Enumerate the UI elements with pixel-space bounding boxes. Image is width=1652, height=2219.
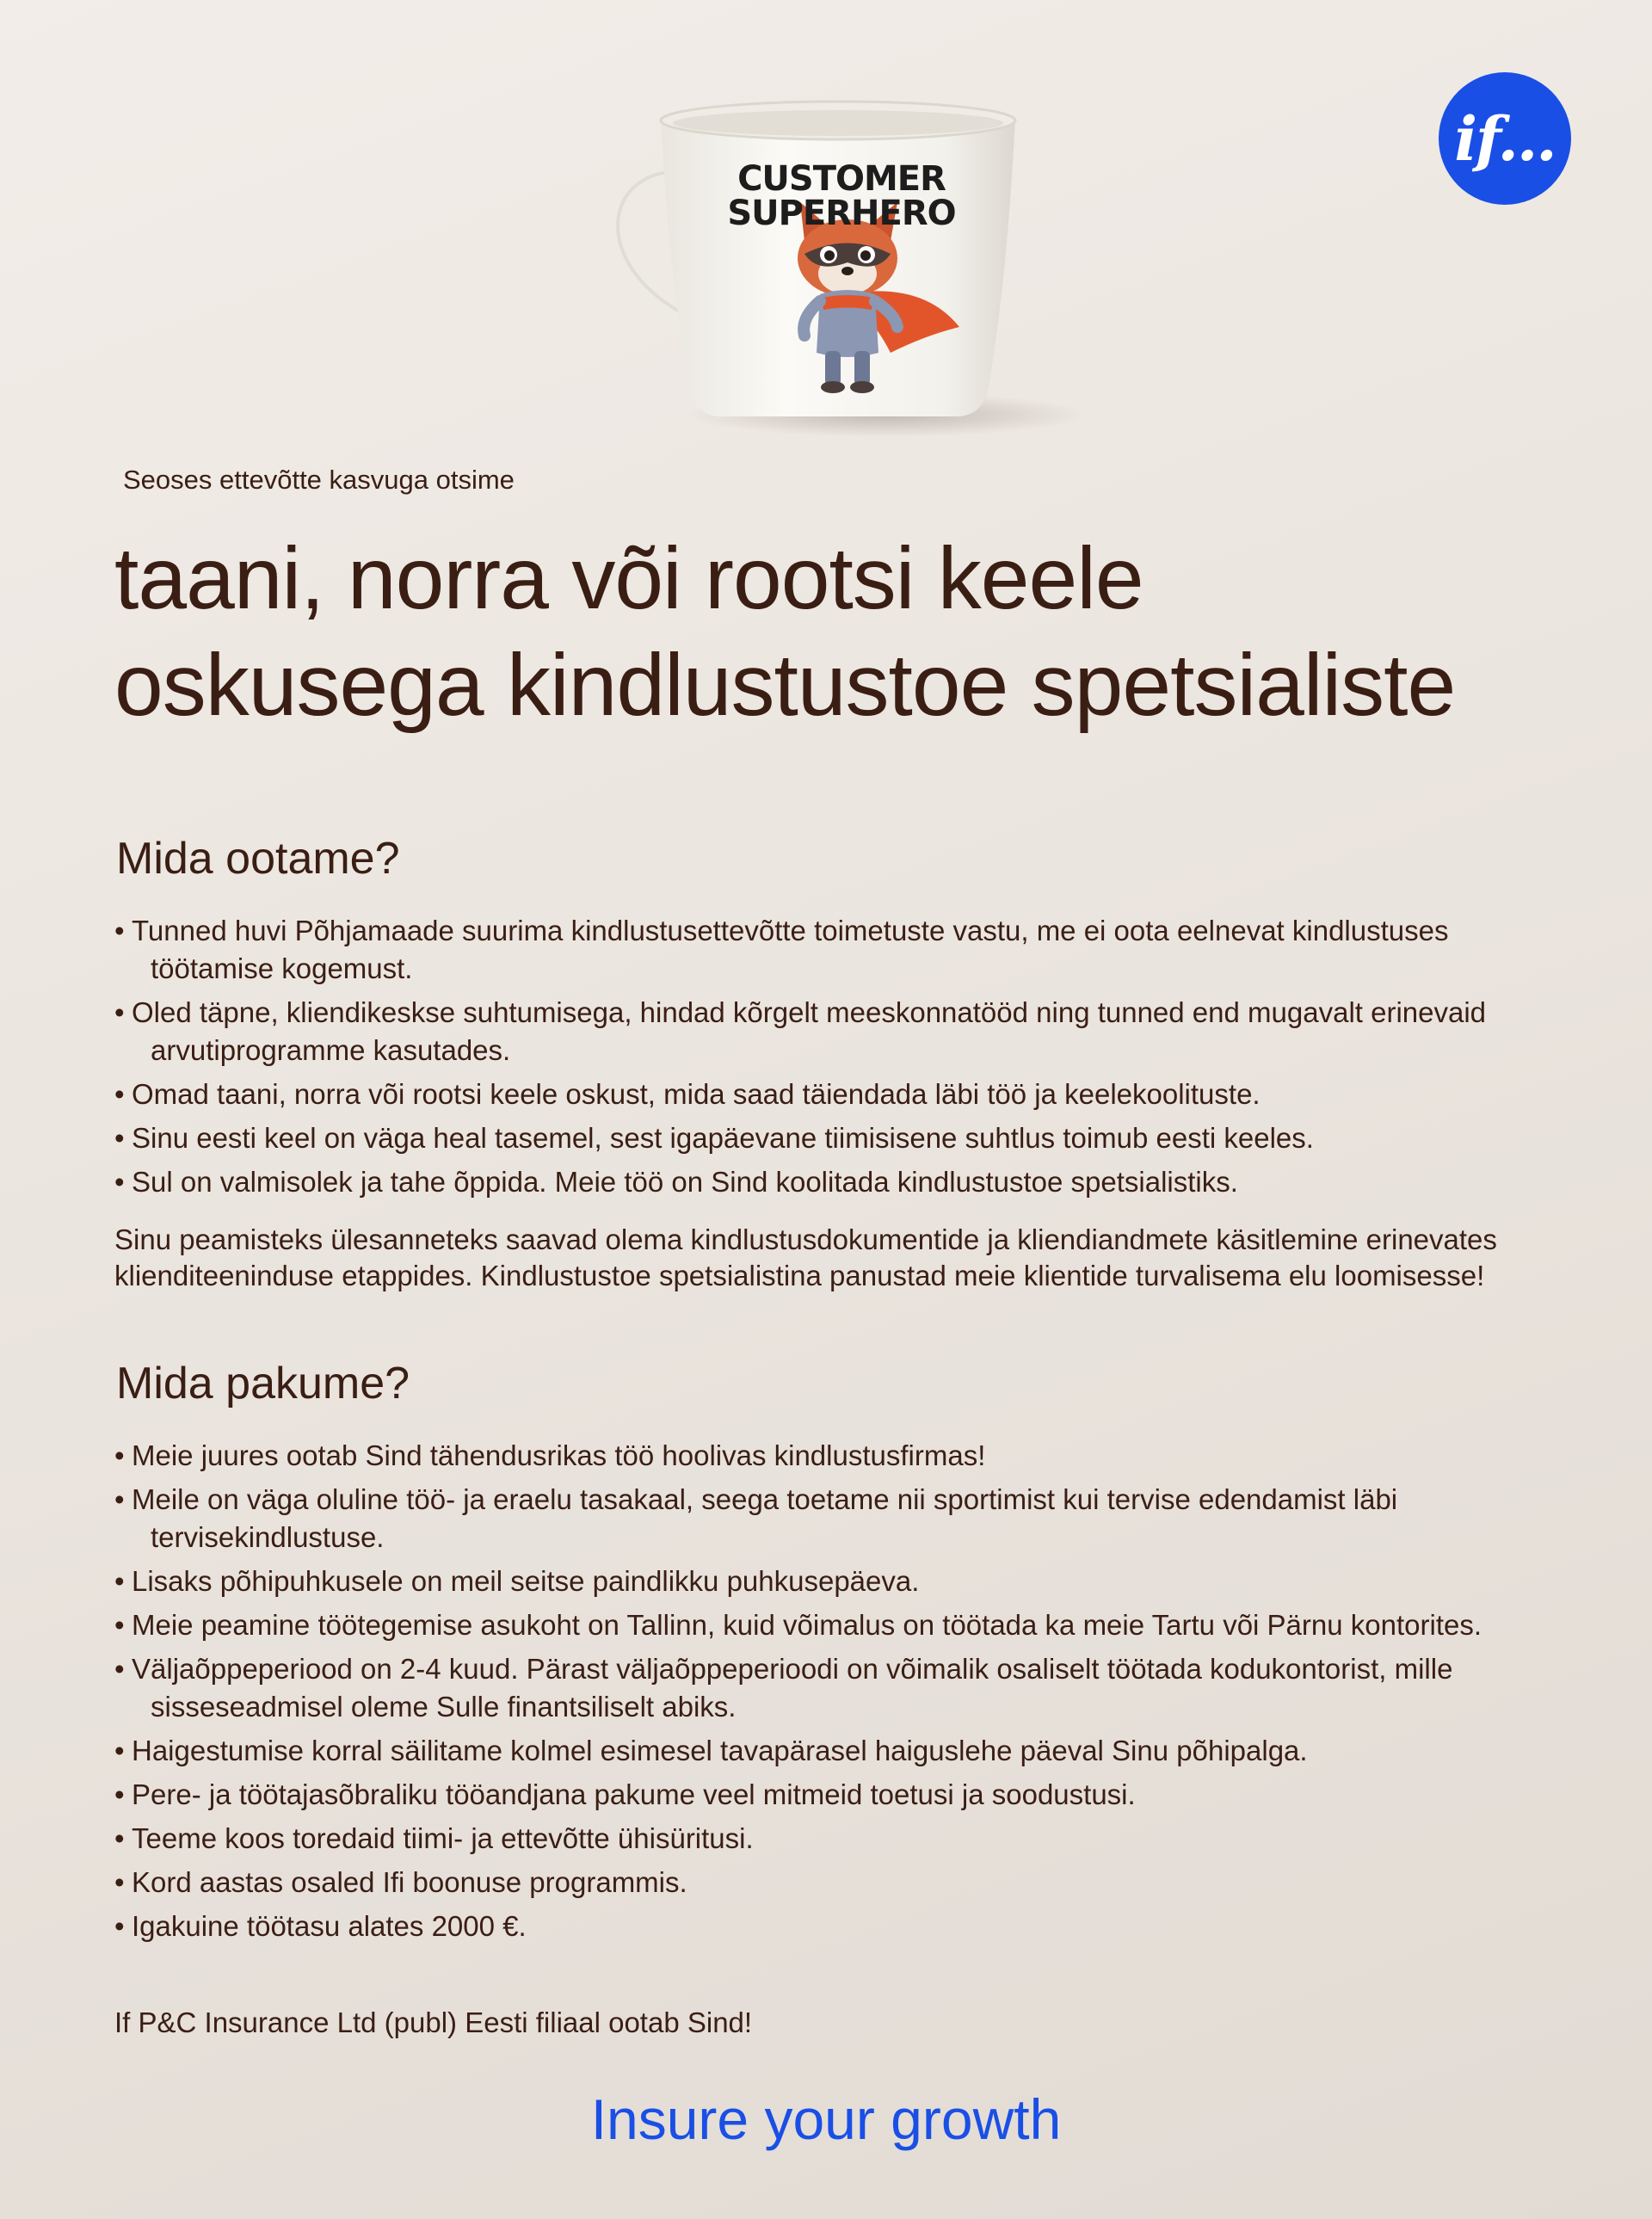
list-item: • Sul on valmisolek ja tahe õppida. Meie töö on Sind koolitada kindlustustoe spetsialistiks. [114, 1166, 1238, 1198]
logo-text: if... [1454, 102, 1556, 175]
expectations-list [114, 912, 1560, 1207]
mug-text [704, 159, 979, 233]
section-title-expectations: Mida ootame? [116, 834, 400, 884]
list-item: • Sinu eesti keel on väga heal tasemel, sest igapäevane tiimisisene suhtlus toimub eesti keeles. [114, 1122, 1314, 1154]
list-item: • Lisaks põhipuhkusele on meil seitse paindlikku puhkusepäeva. [114, 1565, 920, 1597]
list-item: • Tunned huvi Põhjamaade suurima kindlustusettevõtte toimetuste vastu, me ei oota eelnevat kindlustuses töötamise kogemust. [114, 915, 1449, 984]
list-item: • Meie peamine töötegemise asukoht on Tallinn, kuid võimalus on töötada ka meie Tartu või Pärnu kontorites. [114, 1609, 1482, 1641]
responsibilities-paragraph: Sinu peamisteks ülesanneteks saavad olema kindlustusdokumentide ja kliendiandmete käsitlemine erinevates klienditeeninduse etappides. Kindlustustoe spetsialistina panustad meie klientide turvalisema elu loomisesse! [114, 1224, 1497, 1291]
mug-illustration [568, 95, 1119, 439]
section-title-offer: Mida pakume? [116, 1359, 410, 1408]
list-item: • Väljaõppeperiood on 2-4 kuud. Pärast väljaõppeperioodi on võimalik osaliselt töötada kodukontorist, mille sisseseadmisel oleme Sulle finantsiliselt abiks. [114, 1653, 1453, 1723]
list-item: • Oled täpne, kliendikeskse suhtumisega, hindad kõrgelt meeskonnatööd ning tunned end mugavalt erinevaid arvutiprogramme kasutades. [114, 996, 1487, 1066]
list-item: • Meie juures ootab Sind tähendusrikas töö hoolivas kindlustusfirmas! [114, 1439, 986, 1471]
list-item: • Igakuine töötasu alates 2000 €. [114, 1910, 527, 1942]
closing-text: If P&C Insurance Ltd (publ) Eesti filiaal ootab Sind! [114, 2006, 753, 2038]
headline-line2: oskusega kindlustustoe spetsialiste [114, 636, 1456, 734]
list-item: • Kord aastas osaled Ifi boonuse programmis. [114, 1866, 687, 1898]
list-item: • Teeme koos toredaid tiimi- ja ettevõtte ühisüritusi. [114, 1822, 754, 1854]
tagline: Insure your growth [590, 2087, 1062, 2151]
list-item: • Haigestumise korral säilitame kolmel esimesel tavapärasel haiguslehe päeval Sinu põhipalga. [114, 1735, 1308, 1766]
list-item: • Meile on väga oluline töö- ja eraelu tasakaal, seega toetame nii sportimist kui tervise edendamist läbi tervisekindlustuse. [114, 1483, 1398, 1553]
offer-list [114, 1437, 1560, 1951]
intro-text: Seoses ettevõtte kasvuga otsime [123, 465, 515, 495]
raccoon-superhero-mug-icon [568, 95, 1119, 439]
mug-text-line1: CUSTOMER [737, 159, 946, 199]
if-logo [1439, 72, 1571, 205]
mug-text-line2: SUPERHERO [727, 194, 956, 233]
list-item: • Omad taani, norra või rootsi keele oskust, mida saad täiendada läbi töö ja keelekoolituste. [114, 1078, 1261, 1110]
list-item: • Pere- ja töötajasõbraliku tööandjana pakume veel mitmeid toetusi ja soodustusi. [114, 1778, 1136, 1810]
page-title [114, 525, 1629, 738]
headline-line1: taani, norra või rootsi keele [114, 529, 1143, 627]
